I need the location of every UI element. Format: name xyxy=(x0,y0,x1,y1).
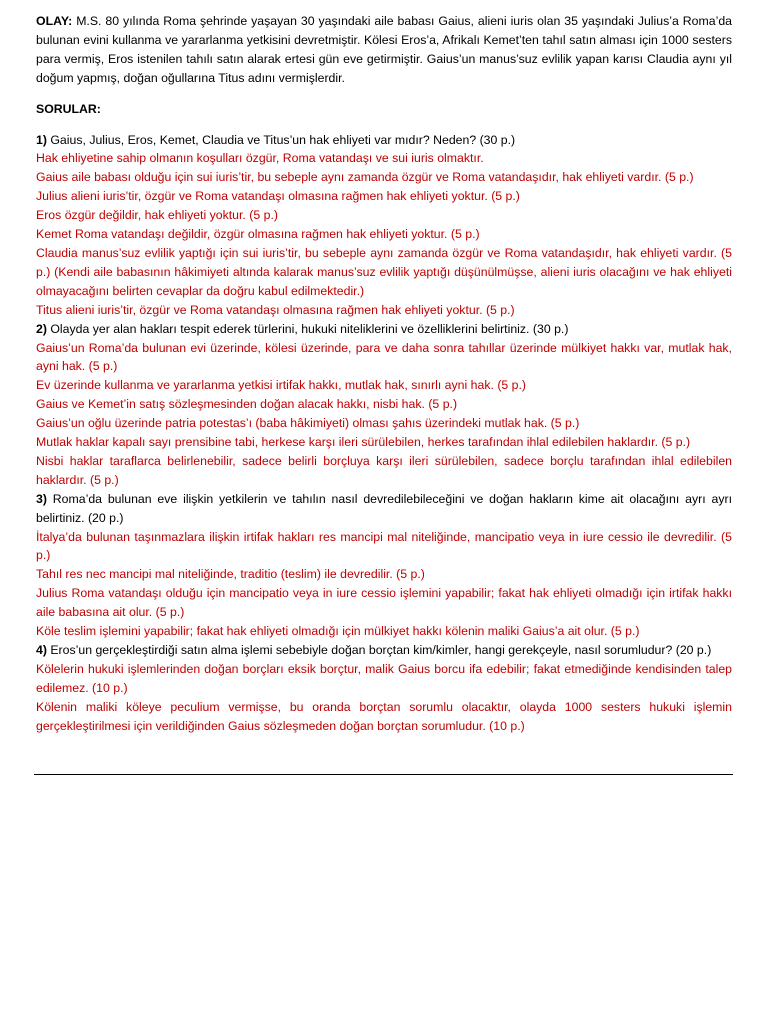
question xyxy=(36,490,732,528)
case-paragraph xyxy=(36,12,732,88)
question-text: Olayda yer alan hakları tespit ederek türlerini, hukuki niteliklerini ve özelliklerini belirtiniz. (30 p.) xyxy=(50,321,569,336)
answer: Kemet Roma vatandaşı değildir, özgür olmasına rağmen hak ehliyeti yoktur. (5 p.) xyxy=(36,227,480,242)
answer: Gaius ve Kemet’in satış sözleşmesinden doğan alacak hakkı, nisbi hak. (5 p.) xyxy=(36,397,458,412)
answer: Kölelerin hukuki işlemlerinden doğan borçları eksik borçtur, malik Gaius borcu ifa edebilir; fakat etmediğinde kendisinden talep edilemez. (10 p.) xyxy=(36,661,732,695)
answer: Gaius’un Roma’da bulunan evi üzerinde, kölesi üzerinde, para ve daha sonra tahıllar üzerinde mülkiyet hakkı var, mutlak hak, ayni hak. (5 p.) xyxy=(36,340,732,374)
question xyxy=(36,320,732,339)
answer: Köle teslim işlemini yapabilir; fakat hak ehliyeti olmadığı için mülkiyet hakkı kölenin maliki Gaius’a ait olur. (5 p.) xyxy=(36,624,640,639)
bottom-divider xyxy=(34,774,733,775)
answer: Julius Roma vatandaşı olduğu için mancipatio veya in iure cessio işlemini yapabilir; fakat hak ehliyeti olmadığı için irtifak hakkı aile babasına ait olur. (5 p.) xyxy=(36,586,732,620)
case-label: OLAY: xyxy=(36,14,73,28)
answer: Hak ehliyetine sahip olmanın koşulları özgür, Roma vatandaşı ve sui iuris olmaktır. xyxy=(36,151,484,166)
answer: Kölenin maliki köleye peculium vermişse, bu oranda borçtan sorumlu olacaktır, olayda 1000 sesters hukuki işlemin gerçekleştirilmesi için verildiğinden Gaius sözleşmeden doğan borçtan sorumludur. (10 p.) xyxy=(36,699,732,733)
question xyxy=(36,131,732,150)
answer: İtalya’da bulunan taşınmazlara ilişkin irtifak hakları res mancipi mal niteliğinde, mancipatio veya in iure cessio ile devredilir. (5 p.) xyxy=(36,529,732,563)
answer: Tahıl res nec mancipi mal niteliğinde, traditio (teslim) ile devredilir. (5 p.) xyxy=(36,567,425,582)
document-page xyxy=(36,12,732,736)
answer: Julius alieni iuris’tir, özgür ve Roma vatandaşı olmasına rağmen hak ehliyeti yoktur. (5 p.) xyxy=(36,189,520,204)
question-block xyxy=(36,641,732,736)
case-text: M.S. 80 yılında Roma şehrinde yaşayan 30 yaşındaki aile babası Gaius, alieni iuris olan 35 yaşındaki Julius’a Roma’da bulunan evini kullanma ve yararlanma yetkisini devretmiştir. Kölesi Eros’a, Afrikalı Kemet’ten tahıl satın alması için 1000 sesters para vermiş, Eros istenilen tahılı satın alarak ertesi gün eve getirmiştir. Gaius’un manus’suz evlilik yapan karısı Claudia aynı yıl doğum yapmış, doğan oğullarına Titus adını vermişlerdir. xyxy=(36,14,732,85)
answer: Eros özgür değildir, hak ehliyeti yoktur. (5 p.) xyxy=(36,208,278,223)
question-text: Gaius, Julius, Eros, Kemet, Claudia ve Titus’un hak ehliyeti var mıdır? Neden? (30 p.) xyxy=(50,132,516,147)
question-text: Roma’da bulunan eve ilişkin yetkilerin ve tahılın nasıl devredilebileceğini ve doğan hakların kime ait olacağını ayrı ayrı belirtiniz. (20 p.) xyxy=(36,491,732,525)
answer: Titus alieni iuris’tir, özgür ve Roma vatandaşı olmasına rağmen hak ehliyeti yoktur. (5 p.) xyxy=(36,302,515,317)
question-block xyxy=(36,490,732,641)
question-number: 1) xyxy=(36,132,47,147)
question-block xyxy=(36,320,732,490)
question xyxy=(36,641,732,660)
question-text: Eros’un gerçekleştirdiği satın alma işlemi sebebiyle doğan borçtan kim/kimler, hangi gerekçeyle, nasıl sorumludur? (20 p.) xyxy=(50,643,712,657)
answer: Claudia manus’suz evlilik yaptığı için sui iuris’tir, bu sebeple aynı zamanda özgür ve Roma vatandaşıdır, hak ehliyeti vardır. (5 p.) (Kendi aile babasının hâkimiyeti altında kalarak manus’suz evlilik yaptığı düşünülmüşse, alieni iuris olacağını ve hak ehliyeti olmayacağını belirten cevaplar da doğru kabul edilmektedir.) xyxy=(36,245,732,298)
question-number: 3) xyxy=(36,491,47,506)
question-block xyxy=(36,131,732,320)
answer: Nisbi haklar taraflarca belirlenebilir, sadece belirli borçluya karşı ileri sürülebilen, sadece borçlu tarafından ihlal edilebilen haklardır. (5 p.) xyxy=(36,453,732,487)
answer: Gaius aile babası olduğu için sui iuris’tir, bu sebeple aynı zamanda özgür ve Roma vatandaşıdır, hak ehliyeti vardır. (5 p.) xyxy=(36,170,694,185)
questions-heading: SORULAR: xyxy=(36,101,101,116)
answer: Ev üzerinde kullanma ve yararlanma yetkisi irtifak hakkı, mutlak hak, sınırlı ayni hak. (5 p.) xyxy=(36,378,527,393)
question-number: 2) xyxy=(36,321,47,336)
question-number: 4) xyxy=(36,643,47,657)
answer: Gaius’un oğlu üzerinde patria potestas’ı (baba hâkimiyeti) olması şahıs üzerindeki mutlak hak. (5 p.) xyxy=(36,416,580,431)
answer: Mutlak haklar kapalı sayı prensibine tabi, herkese karşı ileri sürülebilen, herkes tarafından ihlal edilebilen haklardır. (5 p.) xyxy=(36,435,691,450)
